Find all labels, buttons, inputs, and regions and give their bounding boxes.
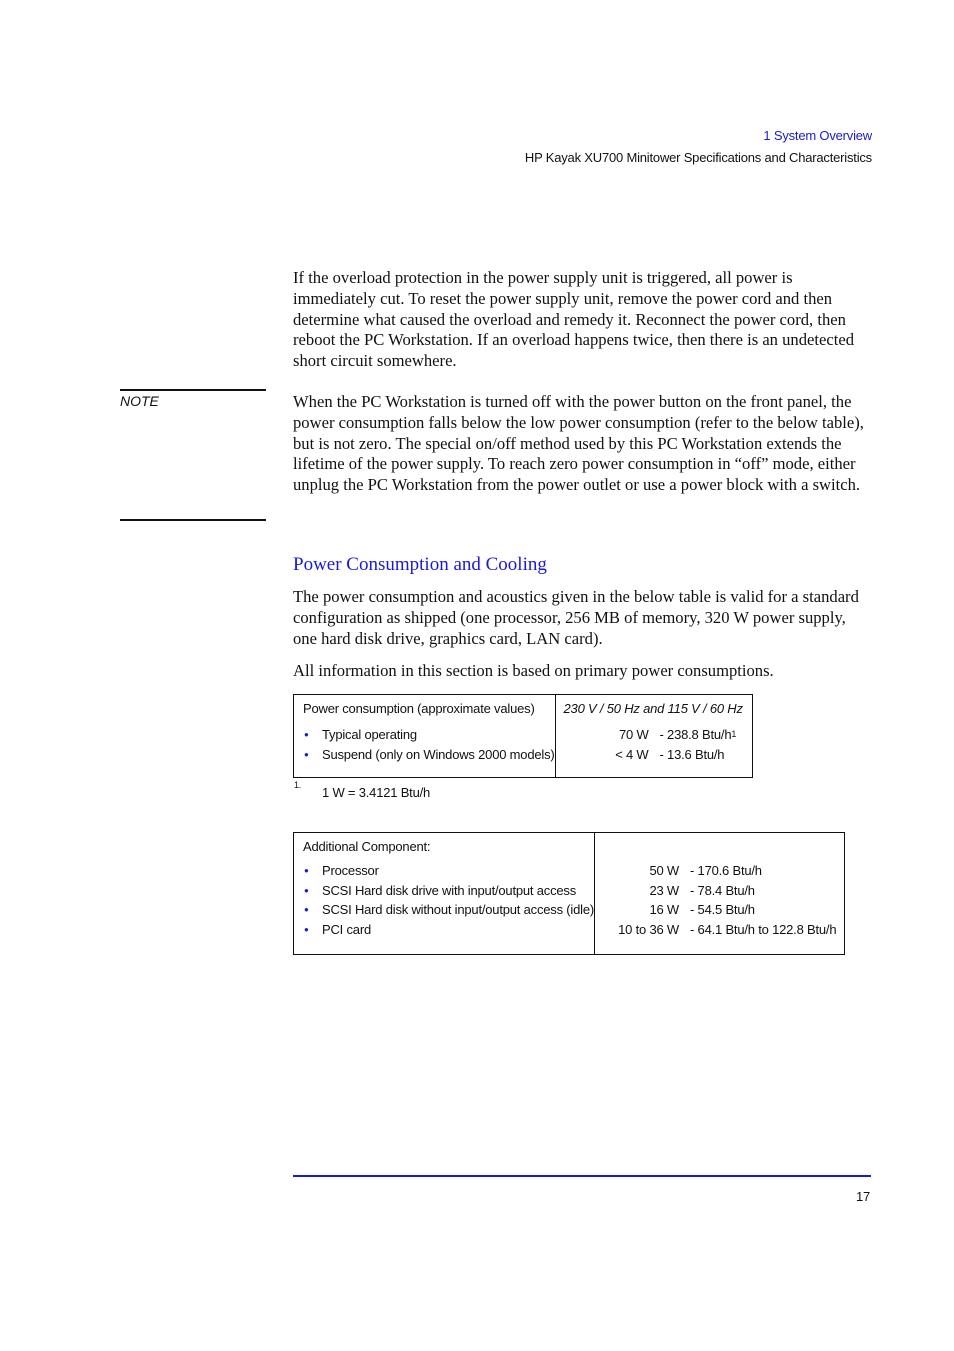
list-item: ● Typical operating bbox=[303, 725, 555, 745]
footnote-ref: 1 bbox=[731, 729, 737, 739]
value-watts: 23 W bbox=[649, 882, 679, 898]
value-watts: < 4 W bbox=[615, 746, 649, 762]
value-row bbox=[615, 920, 836, 940]
voltage-header: 230 V / 50 Hz and 115 V / 60 Hz bbox=[563, 701, 743, 716]
section-title: Power Consumption and Cooling bbox=[293, 554, 547, 575]
intro-paragraph: The power consumption and acoustics given in the below table is valid for a standard configuration as shipped (one processor, 256 MB of memory, 320 W power supply, one hard disk drive, graphics card, LAN card). bbox=[293, 587, 859, 648]
value-row bbox=[615, 881, 836, 901]
info-paragraph: All information in this section is based on primary power consumptions. bbox=[293, 661, 774, 680]
components-values-cell bbox=[595, 833, 845, 955]
overload-paragraph: If the overload protection in the power supply unit is triggered, all power is immediately cut. To reset the power supply unit, remove the power cord and then determine what caused the overload and remedy it. Reconnect the power cord, then reboot the PC Workstation. If an overload happens twice, then there is an undetected short circuit somewhere. bbox=[293, 268, 854, 371]
value-row bbox=[576, 745, 744, 765]
value-btu: - 170.6 Btu/h bbox=[690, 863, 762, 878]
value-watts: 16 W bbox=[649, 902, 679, 917]
note-rule-bottom bbox=[120, 519, 266, 521]
list-item: ● SCSI Hard disk drive with input/output access bbox=[303, 881, 594, 901]
list-item: ● Suspend (only on Windows 2000 models) bbox=[303, 745, 555, 765]
components-header: Additional Component: bbox=[303, 839, 431, 854]
running-header-chapter: 1 System Overview bbox=[763, 128, 872, 143]
power-modes-list bbox=[294, 725, 555, 764]
footnote-text: 1 W = 3.4121 Btu/h bbox=[322, 785, 431, 800]
value-row bbox=[615, 900, 836, 920]
components-labels-cell bbox=[294, 833, 595, 955]
power-consumption-labels-cell bbox=[294, 695, 556, 778]
footer-rule bbox=[293, 1175, 871, 1177]
page-number: 17 bbox=[855, 1189, 870, 1204]
additional-components-table bbox=[293, 832, 845, 955]
value-watts: 10 to 36 W bbox=[618, 921, 679, 937]
list-item: ● Processor bbox=[303, 861, 594, 881]
components-list bbox=[294, 861, 594, 939]
value-watts: 70 W bbox=[618, 727, 649, 742]
value-btu: - 54.5 Btu/h bbox=[690, 902, 755, 917]
note-paragraph: When the PC Workstation is turned off with the power button on the front panel, the power consumption falls below the low power consumption (refer to the below table), but is not zero. The special on/off method used by this PC Workstation extends the lifetime of the power supply. To reach zero power consumption in “off” mode, either unplug the PC Workstation from the power outlet or use a power block with a switch. bbox=[293, 392, 864, 495]
value-row bbox=[615, 861, 836, 881]
value-watts: 50 W bbox=[649, 863, 679, 878]
running-header-subtitle: HP Kayak XU700 Minitower Specifications and Characteristics bbox=[524, 150, 872, 165]
note-rule-top bbox=[120, 389, 266, 391]
note-label: NOTE bbox=[120, 393, 159, 409]
power-consumption-table bbox=[293, 694, 753, 778]
value-btu: - 64.1 Btu/h to 122.8 Btu/h bbox=[690, 921, 837, 937]
value-btu: - 13.6 Btu/h bbox=[659, 746, 725, 762]
power-consumption-values-cell bbox=[555, 695, 752, 778]
value-row bbox=[576, 725, 744, 745]
power-consumption-header: Power consumption (approximate values) bbox=[303, 701, 535, 716]
list-item: ● PCI card bbox=[303, 920, 594, 940]
list-item: ● SCSI Hard disk without input/output access (idle) bbox=[303, 900, 594, 920]
value-btu: - 78.4 Btu/h bbox=[690, 882, 755, 898]
value-btu: - 238.8 Btu/h bbox=[659, 727, 732, 742]
footnote-mark: 1. bbox=[294, 780, 302, 790]
